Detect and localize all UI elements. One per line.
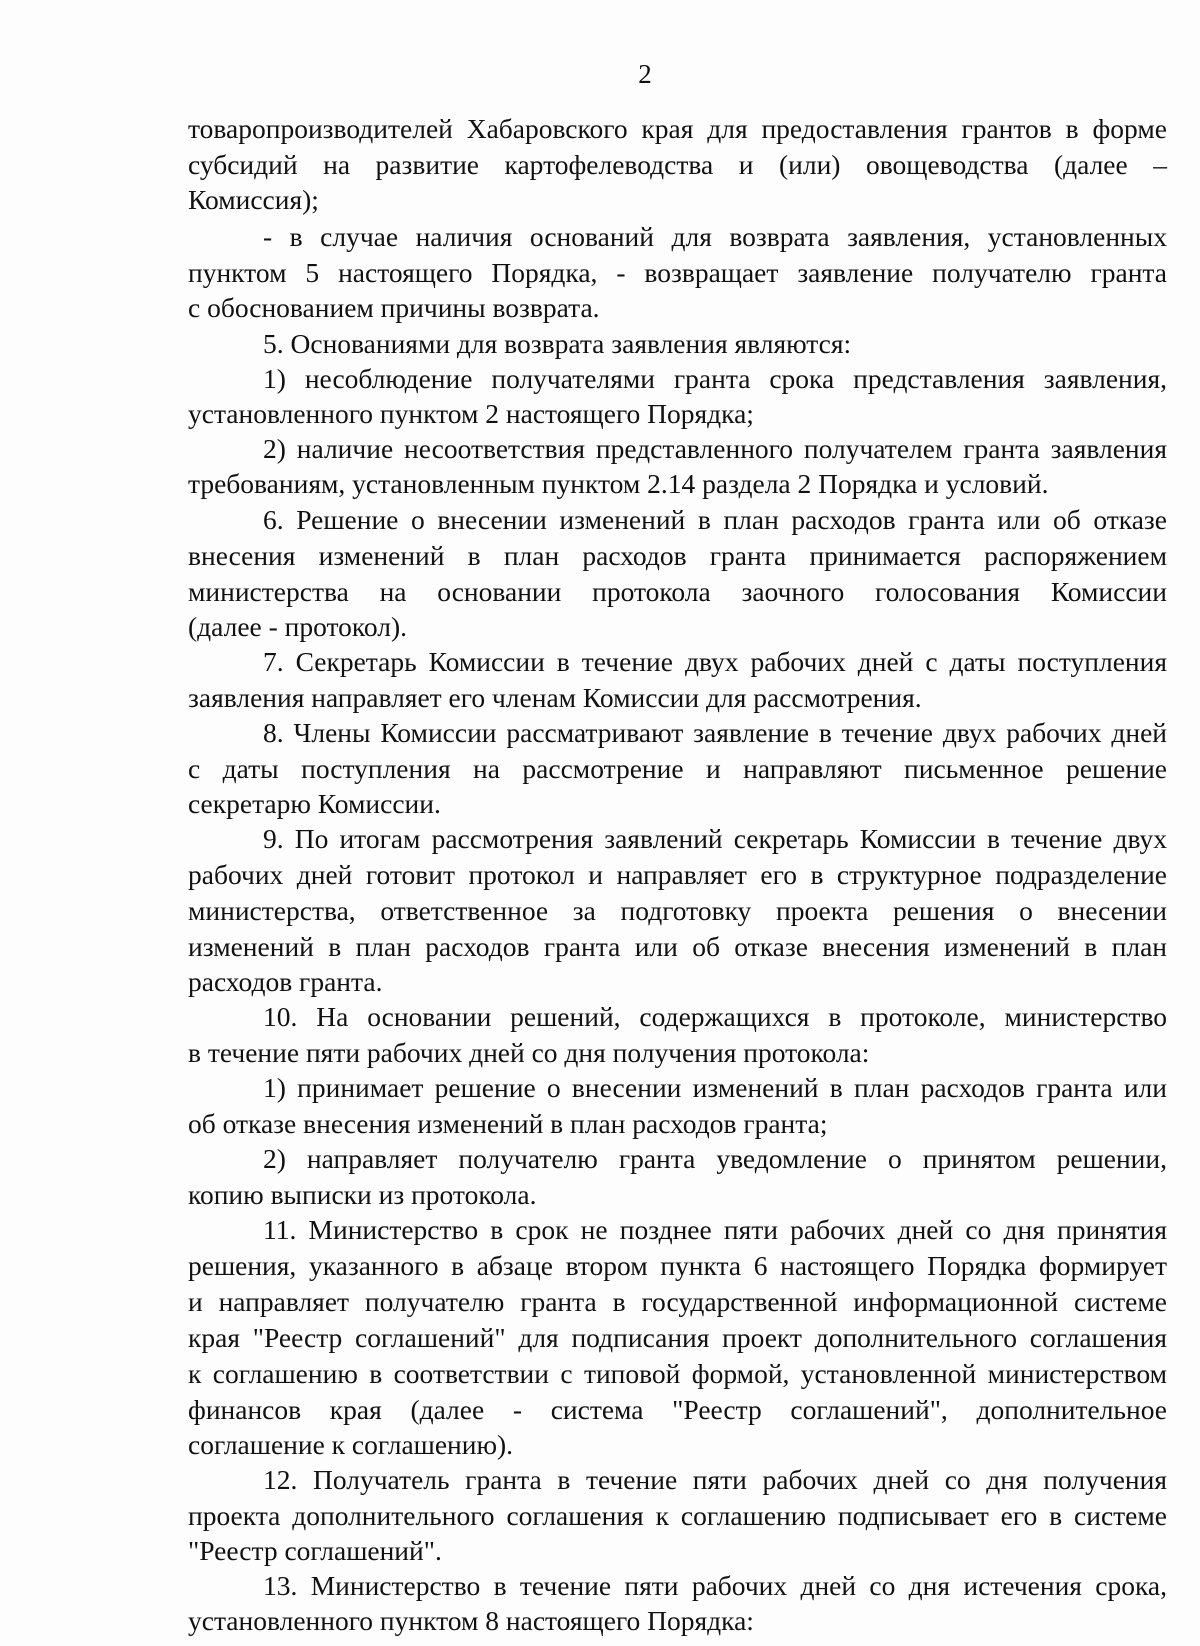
text-line: (далее - протокол). bbox=[188, 611, 408, 642]
text-line: министерства, ответственное за подготовку проекта решения о внесении bbox=[188, 895, 1167, 926]
text-line: внесения изменений в план расходов гранта принимается распоряжением bbox=[188, 540, 1167, 571]
text-line: 7. Секретарь Комиссии в течение двух рабочих дней с даты поступления bbox=[263, 646, 1167, 677]
text-line: расходов гранта. bbox=[188, 966, 383, 997]
text-line: и направляет получателю гранта в государственной информационной системе bbox=[188, 1286, 1167, 1317]
text-line: Комиссия); bbox=[188, 184, 319, 215]
text-line: копию выписки из протокола. bbox=[188, 1179, 537, 1210]
text-line: об отказе внесения изменений в план расходов гранта; bbox=[188, 1108, 828, 1139]
text-line: в течение пяти рабочих дней со дня получения протокола: bbox=[188, 1037, 870, 1068]
text-line: 5. Основаниями для возврата заявления являются: bbox=[263, 328, 852, 359]
text-line: товаропроизводителей Хабаровского края для предоставления грантов в форме bbox=[188, 113, 1167, 144]
text-line: пунктом 5 настоящего Порядка, - возвращает заявление получателю гранта bbox=[188, 257, 1167, 288]
text-line: 11. Министерство в срок не позднее пяти рабочих дней со дня принятия bbox=[263, 1214, 1167, 1245]
text-line: секретарю Комиссии. bbox=[188, 788, 441, 819]
text-line: - в случае наличия оснований для возврата заявления, установленных bbox=[263, 221, 1167, 252]
text-line: 2) наличие несоответствия представленного получателем гранта заявления bbox=[263, 433, 1167, 464]
text-line: 1) несоблюдение получателями гранта срока представления заявления, bbox=[263, 363, 1167, 394]
text-line: министерства на основании протокола заочного голосования Комиссии bbox=[188, 576, 1167, 607]
text-line: субсидий на развитие картофелеводства и (или) овощеводства (далее – bbox=[188, 149, 1167, 180]
text-line: изменений в план расходов гранта или об отказе внесения изменений в план bbox=[188, 931, 1167, 962]
text-line: 8. Члены Комиссии рассматривают заявление в течение двух рабочих дней bbox=[263, 717, 1167, 748]
page-number: 2 bbox=[638, 59, 652, 89]
text-line: 13. Министерство в течение пяти рабочих дней со дня истечения срока, bbox=[263, 1570, 1167, 1601]
text-line: рабочих дней готовит протокол и направляет его в структурное подразделение bbox=[188, 859, 1167, 890]
text-line: с обоснованием причины возврата. bbox=[188, 292, 600, 323]
text-line: с даты поступления на рассмотрение и направляют письменное решение bbox=[188, 753, 1167, 784]
text-line: финансов края (далее - система "Реестр соглашений", дополнительное bbox=[188, 1394, 1167, 1425]
text-line: 2) направляет получателю гранта уведомление о принятом решении, bbox=[263, 1143, 1167, 1174]
text-line: заявления направляет его членам Комиссии для рассмотрения. bbox=[188, 682, 922, 713]
text-line: проекта дополнительного соглашения к соглашению подписывает его в системе bbox=[188, 1500, 1167, 1531]
text-line: решения, указанного в абзаце втором пункта 6 настоящего Порядка формирует bbox=[188, 1250, 1167, 1281]
text-line: к соглашению в соответствии с типовой формой, установленной министерством bbox=[188, 1358, 1167, 1389]
text-line: "Реестр соглашений". bbox=[188, 1535, 442, 1566]
text-line: требованиям, установленным пунктом 2.14 раздела 2 Порядка и условий. bbox=[188, 468, 1049, 499]
text-line: 1) принимает решение о внесении изменений в план расходов гранта или bbox=[263, 1072, 1167, 1103]
text-line: края "Реестр соглашений" для подписания проект дополнительного соглашения bbox=[188, 1322, 1167, 1353]
text-line: 9. По итогам рассмотрения заявлений секретарь Комиссии в течение двух bbox=[263, 823, 1167, 854]
text-line: 6. Решение о внесении изменений в план расходов гранта или об отказе bbox=[263, 504, 1167, 535]
text-line: 10. На основании решений, содержащихся в протоколе, министерство bbox=[263, 1001, 1167, 1032]
text-line: установленного пунктом 2 настоящего Порядка; bbox=[188, 398, 754, 429]
text-line: соглашение к соглашению). bbox=[188, 1429, 514, 1460]
text-line: установленного пунктом 8 настоящего Порядка: bbox=[188, 1605, 754, 1636]
text-line: 12. Получатель гранта в течение пяти рабочих дней со дня получения bbox=[263, 1464, 1167, 1495]
